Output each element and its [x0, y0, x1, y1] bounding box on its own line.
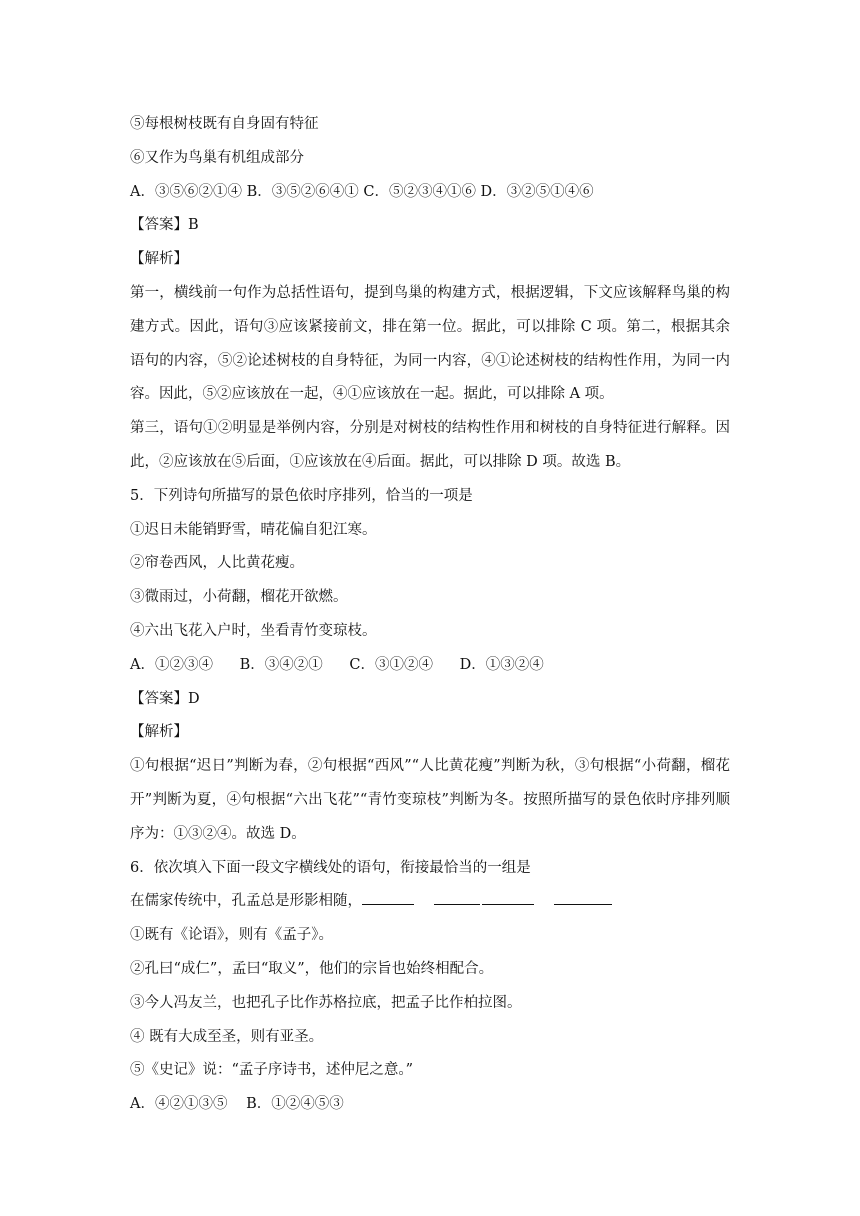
q4-analysis-paragraph-1: 第一，横线前一句作为总括性语句，提到鸟巢的构建方式，根据逻辑，下文应该解释鸟巢的构建方式。因此，语句③应该紧接前文，排在第一位。据此，可以排除 C 项。第二，根据其余语句的内容，⑤②论述树枝的自身特征，为同一内容，④①论述树枝的结构性作用，为同一内容。因此，⑤②应该放在一起，④①应该放在一起。据此，可以排除 A 项。 — [130, 284, 730, 403]
q6-stem: 6．依次填入下面一段文字横线处的语句，衔接最恰当的一组是 — [130, 859, 531, 876]
q6-blank-1 — [362, 886, 414, 905]
q5-analysis-label: 【解析】 — [130, 724, 188, 741]
q5-analysis: ①句根据“迟日”判断为春，②句根据“西风”“人比黄花瘦”判断为秋，③句根据“小荷翻，榴花开”判断为夏，④句根据“六出飞花”“青竹变琼枝”判断为冬。按照所描写的景色依时序排列顺序为：①③②④。故选 D。 — [130, 758, 730, 842]
q5-item-4: ④六出飞花入户时，坐看青竹变琼枝。 — [130, 622, 377, 639]
q5-options — [130, 649, 730, 683]
q6-item-5: ⑤《史记》说：“孟子序诗书，述仲尼之意。” — [130, 1062, 414, 1079]
q4-options: A．③⑤⑥②①④ B．③⑤②⑥④① C．⑤②③④①⑥ D．③②⑤①④⑥ — [130, 183, 594, 200]
q5-option-a: A．①②③④ — [130, 656, 213, 673]
q5-option-d: D．①③②④ — [459, 656, 544, 673]
q6-blank-3 — [482, 886, 534, 905]
q4-answer: 【答案】B — [130, 217, 199, 234]
document-page — [130, 108, 730, 1122]
q5-option-b: B．③④②① — [239, 656, 323, 673]
q6-option-b: B．①②④⑤③ — [246, 1096, 344, 1113]
q6-blank-2 — [434, 886, 480, 905]
q5-option-c: C．③①②④ — [349, 656, 433, 673]
q4-analysis-paragraph-2: 第三，语句①②明显是举例内容，分别是对树枝的结构性作用和树枝的自身特征进行解释。因此，②应该放在⑤后面，①应该放在④后面。据此，可以排除 D 项。故选 B。 — [130, 420, 730, 470]
q4-analysis-label: 【解析】 — [130, 251, 188, 268]
q5-item-2: ②帘卷西风，人比黄花瘦。 — [130, 555, 304, 572]
q6-blank-4 — [554, 886, 612, 905]
q6-item-3: ③今人冯友兰，也把孔子比作苏格拉底，把孟子比作柏拉图。 — [130, 994, 522, 1011]
q6-item-2: ②孔曰“成仁”，孟曰“取义”，他们的宗旨也始终相配合。 — [130, 960, 494, 977]
q5-answer: 【答案】D — [130, 690, 200, 707]
q6-options — [130, 1088, 730, 1122]
q6-item-1: ①既有《论语》，则有《孟子》。 — [130, 927, 333, 944]
q5-item-1: ①迟日未能销野雪，晴花偏自犯江寒。 — [130, 521, 377, 538]
q6-option-a: A．④②①③⑤ — [130, 1096, 228, 1113]
q4-item-6: ⑥又作为鸟巢有机组成部分 — [130, 149, 304, 166]
q4-item-5: ⑤每根树枝既有自身固有特征 — [130, 116, 319, 132]
q6-item-4: ④ 既有大成至圣，则有亚圣。 — [130, 1028, 324, 1045]
q5-item-3: ③微雨过，小荷翻，榴花开欲燃。 — [130, 589, 348, 606]
q5-stem: 5．下列诗句所描写的景色依时序排列，恰当的一项是 — [130, 487, 473, 504]
q6-passage: 在儒家传统中，孔孟总是形影相随， — [130, 893, 362, 910]
q6-passage-line — [130, 885, 730, 919]
